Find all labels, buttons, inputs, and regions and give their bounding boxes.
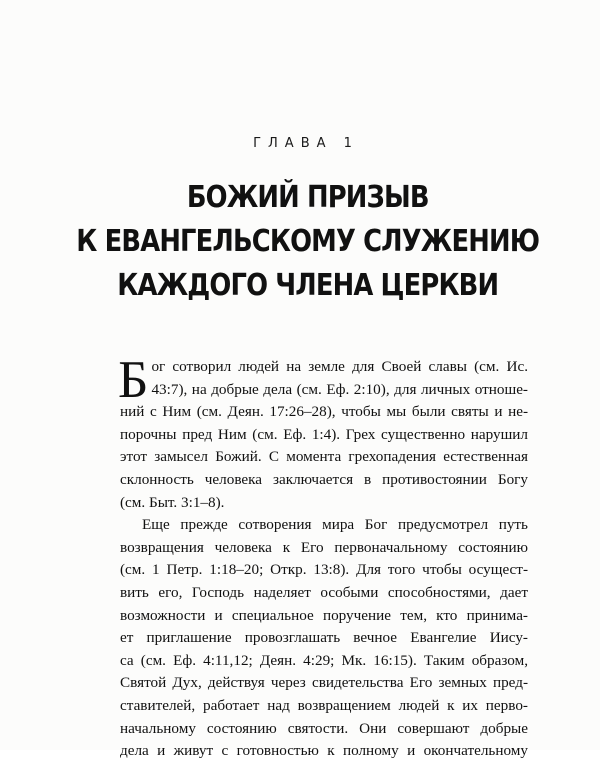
text-line: Святой Дух, действуя через свидетельства Его земных пред- xyxy=(120,674,528,692)
text-line: дела и живут с готовностью к полному и окончательному xyxy=(120,742,528,760)
body-text xyxy=(118,351,528,763)
chapter-title-line: БОЖИЙ ПРИЗЫВ xyxy=(186,180,429,215)
text-line: склонность человека заключается в противостоянии Богу xyxy=(120,470,528,488)
text-line: (см. Быт. 3:1–8). xyxy=(120,493,225,511)
text-line: порочны пред Ним (см. Еф. 1:4). Грех существенно нарушил xyxy=(120,425,528,443)
chapter-title xyxy=(42,176,558,308)
drop-cap: Б xyxy=(118,351,149,409)
text-line: возвращения человека к Его первоначальному состоянию xyxy=(120,538,528,556)
paragraph-2 xyxy=(120,514,528,763)
paragraph-1 xyxy=(118,351,528,514)
text-line: этот замысел Божий. С момента грехопадения естественная xyxy=(120,448,528,466)
text-line: Еще прежде сотворения мира Бог предусмотрел путь xyxy=(142,516,528,534)
text-line: начальному состоянию святости. Они совершают добрые xyxy=(120,719,528,737)
chapter-title-line: КАЖДОГО ЧЛЕНА ЦЕРКВИ xyxy=(117,268,499,303)
text-line: ог сотворил людей на земле для Своей славы (см. Ис. xyxy=(151,358,528,375)
text-line: 43:7), на добрые дела (см. Еф. 2:10), для личных отноше- xyxy=(151,380,528,398)
text-line: вить его, Господь наделяет особыми способностями, дает xyxy=(120,583,528,601)
text-line: ставителей, работает над возвращением людей к их перво- xyxy=(120,696,528,714)
chapter-title-line: К ЕВАНГЕЛЬСКОМУ СЛУЖЕНИЮ xyxy=(76,224,540,259)
chapter-label: ГЛАВА 1 xyxy=(253,136,359,151)
text-line: са (см. Еф. 4:11,12; Деян. 4:29; Мк. 16:15). Таким образом, xyxy=(120,651,528,669)
text-line: ет приглашение провозглашать вечное Евангелие Иису- xyxy=(120,629,528,647)
text-line: ний с Ним (см. Деян. 17:26–28), чтобы мы были святы и не- xyxy=(120,403,528,421)
text-line: (см. 1 Петр. 1:18–20; Откр. 13:8). Для того чтобы осущест- xyxy=(120,561,528,579)
text-line: возможности и специальное поручение тем, кто принима- xyxy=(120,606,528,624)
